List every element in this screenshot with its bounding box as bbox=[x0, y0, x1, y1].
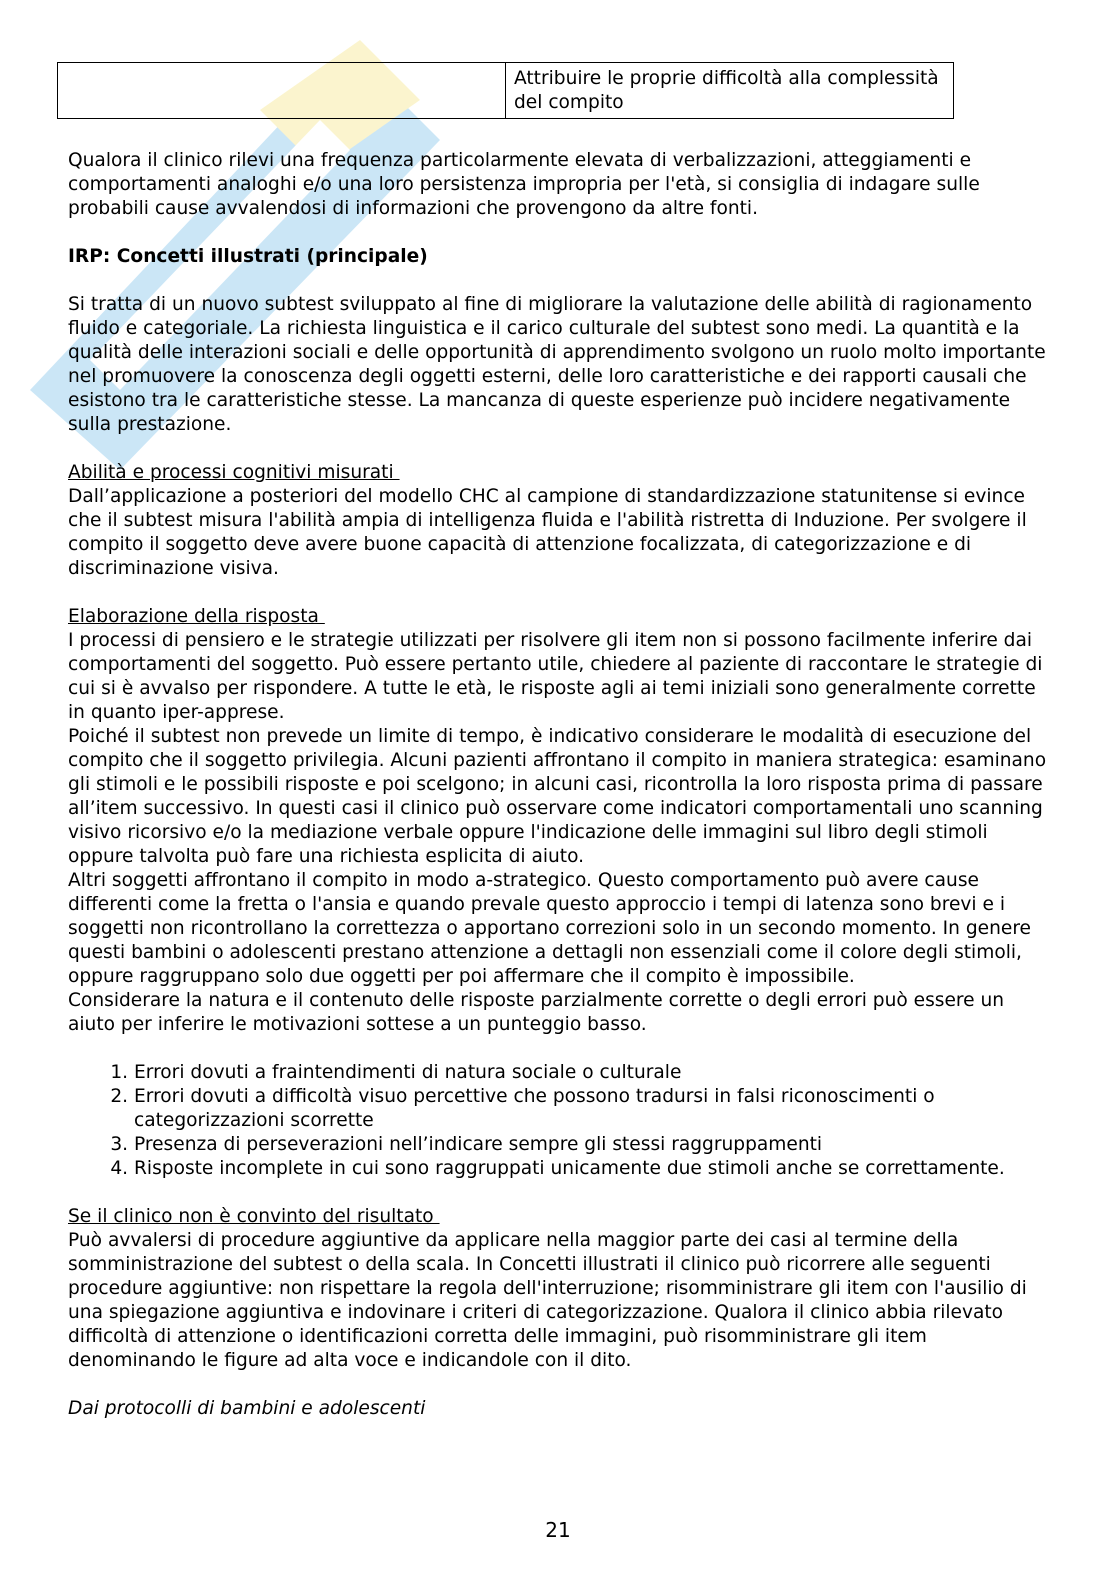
list-item: 1. Errori dovuti a fraintendimenti di natura sociale o culturale bbox=[134, 1061, 1048, 1085]
abilita-paragraph: Dall’applicazione a posteriori del modello CHC al campione di standardizzazione statunitense si evince che il subtest misura l'abilità ampia di intelligenza fluida e l'abilità ristretta di Induzione. Per svolgere il compito il soggetto deve avere buone capacità di attenzione focalizzata, di categorizzazione e di discriminazione visiva. bbox=[68, 486, 1027, 579]
subheading-abilita: Abilità e processi cognitivi misurati bbox=[68, 462, 400, 483]
intro-paragraph: Qualora il clinico rilevi una frequenza particolarmente elevata di verbalizzazioni, atteggiamenti e comportamenti analoghi e/o una loro persistenza impropria per l'età, si consiglia di indagare sulle probabili cause avvalendosi di informazioni che provengono da altre fonti. bbox=[68, 150, 980, 219]
list-item: 3. Presenza di perseverazioni nell’indicare sempre gli stessi raggruppamenti bbox=[134, 1133, 1048, 1157]
table-row bbox=[58, 63, 954, 119]
elaborazione-paragraph-1: I processi di pensiero e le strategie utilizzati per risolvere gli item non si possono facilmente inferire dai comportamenti del soggetto. Può essere pertanto utile, chiedere al paziente di raccontare le strategie di cui si è avvalso per rispondere. A tutte le età, le risposte agli ai temi iniziali sono generalmente corrette in quanto iper-apprese. bbox=[68, 630, 1043, 723]
table-cell-empty bbox=[58, 63, 506, 119]
page-number: 21 bbox=[545, 1518, 571, 1542]
elaborazione-paragraph-2: Poiché il subtest non prevede un limite di tempo, è indicativo considerare le modalità di esecuzione del compito che il soggetto privilegia. Alcuni pazienti affrontano il compito in maniera strategica: esaminano gli stimoli e le possibili risposte e poi scelgono; in alcuni casi, ricontrolla la loro risposta prima di passare all’item successivo. In questi casi il clinico può osservare come indicatori comportamentali uno scanning visivo ricorsivo e/o la mediazione verbale oppure l'indicazione delle immagini sul libro degli stimoli oppure talvolta può fare una richiesta esplicita di aiuto. bbox=[68, 726, 1047, 867]
elaborazione-paragraph-4: Considerare la natura e il contenuto delle risposte parzialmente corrette o degli errori può essere un aiuto per inferire le motivazioni sottese a un punteggio basso. bbox=[68, 990, 1005, 1035]
subheading-clinico: Se il clinico non è convinto del risultato bbox=[68, 1206, 440, 1227]
section-title: IRP: Concetti illustrati (principale) bbox=[68, 246, 428, 267]
elaborazione-paragraph-3: Altri soggetti affrontano il compito in modo a-strategico. Questo comportamento può avere cause differenti come la fretta o l'ansia e quando prevale questo approccio i tempi di latenza sono brevi e i soggetti non ricontrollano la correttezza o apportano correzioni solo in un secondo momento. In genere questi bambini o adolescenti prestano attenzione a dettagli non essenziali come il colore degli stimoli, oppure raggruppano solo due oggetti per poi affermare che il compito è impossibile. bbox=[68, 870, 1031, 987]
list-item: 4. Risposte incomplete in cui sono raggruppati unicamente due stimoli anche se correttamente. bbox=[134, 1157, 1048, 1181]
error-list bbox=[68, 1061, 1048, 1181]
list-item: 2. Errori dovuti a difficoltà visuo percettive che possono tradursi in falsi riconoscimenti o categorizzazioni scorrette bbox=[134, 1085, 1048, 1133]
clinico-paragraph: Può avvalersi di procedure aggiuntive da applicare nella maggior parte dei casi al termine della somministrazione del subtest o della scala. In Concetti illustrati il clinico può ricorrere alle seguenti procedure aggiuntive: non rispettare la regola dell'interruzione; risomministrare gli item con l'ausilio di una spiegazione aggiuntiva e indovinare i criteri di categorizzazione. Qualora il clinico abbia rilevato difficoltà di attenzione o identificazioni corretta delle immagini, può risomministrare gli item denominando le figure ad alta voce e indicandole con il dito. bbox=[68, 1230, 1027, 1371]
section-intro-paragraph: Si tratta di un nuovo subtest sviluppato al fine di migliorare la valutazione delle abilità di ragionamento fluido e categoriale. La richiesta linguistica e il carico culturale del subtest sono medi. La quantità e la qualità delle interazioni sociali e delle opportunità di apprendimento svolgono un ruolo molto importante nel promuovere la conoscenza degli oggetti esterni, delle loro caratteristiche e dei rapporti causali che esistono tra le caratteristiche stesse. La mancanza di queste esperienze può incidere negativamente sulla prestazione. bbox=[68, 294, 1046, 435]
subheading-elaborazione: Elaborazione della risposta bbox=[68, 606, 325, 627]
italic-footer-line: Dai protocolli di bambini e adolescenti bbox=[68, 1398, 426, 1419]
continuation-table bbox=[57, 62, 954, 119]
table-cell: Attribuire le proprie difficoltà alla complessità del compito bbox=[506, 63, 954, 119]
document-page bbox=[68, 62, 1048, 1421]
